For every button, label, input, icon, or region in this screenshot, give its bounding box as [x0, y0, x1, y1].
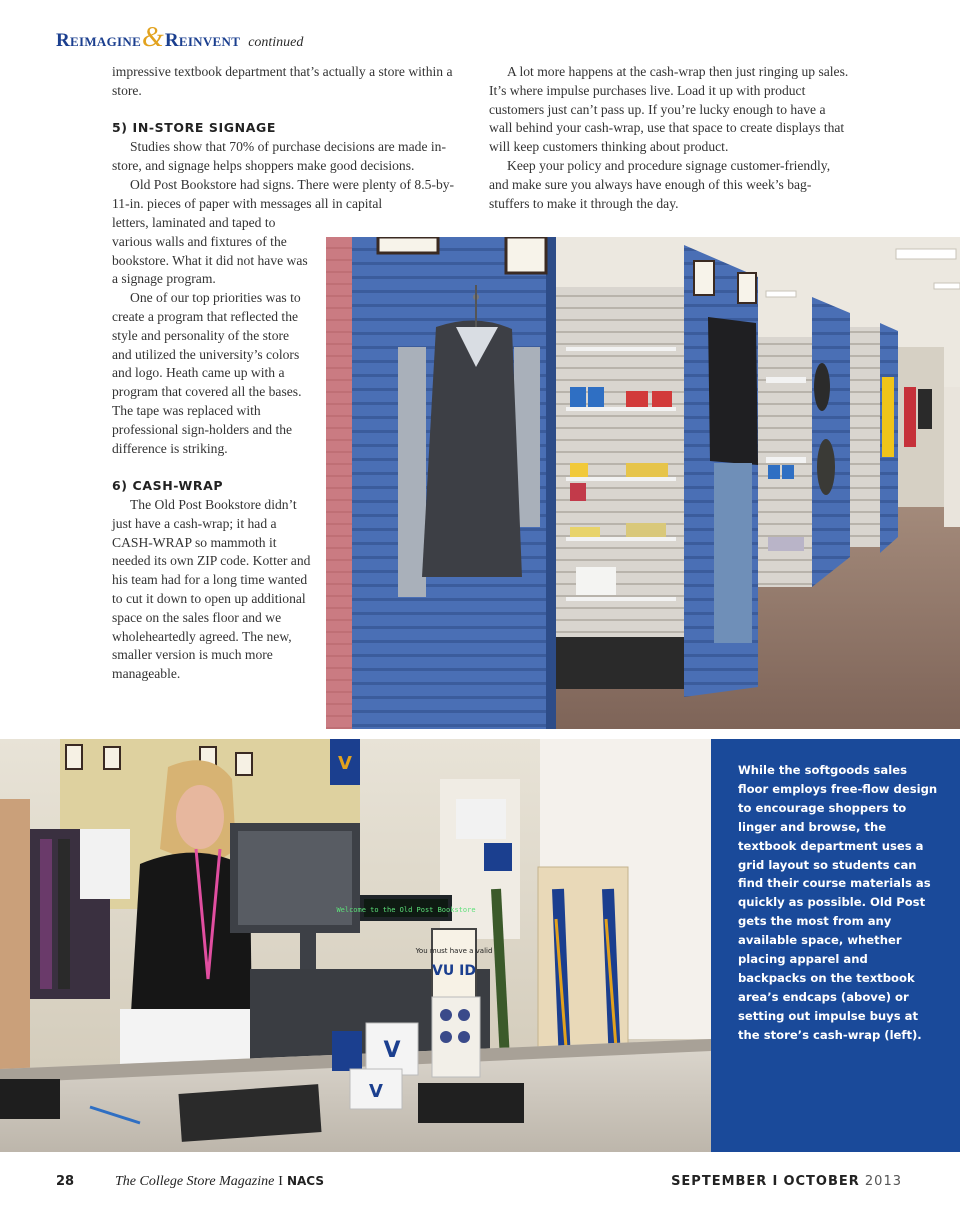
section-heading-signage: 5) IN-STORE SIGNAGE: [112, 120, 276, 136]
page-number: 28: [56, 1174, 75, 1189]
svg-text:V: V: [369, 1081, 383, 1102]
issue-month-2: OCTOBER: [783, 1174, 860, 1189]
page-footer: [0, 1170, 960, 1198]
paragraph: One of our top priorities was to create a program that reflected the style and personality of the store and utilized the university’s colors and logo. Heath came up with a program that covered all the bases. The tape was replaced with professional sign-holders and the difference is striking.: [112, 290, 302, 456]
issue-date-separator: I: [772, 1174, 779, 1189]
paragraph: Old Post Bookstore had signs. There were plenty of 8.5-by-11-in. pieces of paper with messages all in capital: [112, 176, 455, 211]
paragraph: Studies show that 70% of purchase decisions are made in-store, and signage helps shoppers make good decisions.: [112, 139, 446, 173]
header-word-reinvent: Reinvent: [164, 30, 241, 51]
cash-wrap-illustration: [0, 739, 711, 1152]
magazine-name: The College Store Magazine: [115, 1174, 275, 1189]
magazine-title: [115, 1174, 324, 1190]
org-name: NACS: [286, 1174, 324, 1188]
svg-text:V: V: [338, 753, 352, 774]
header-continued: continued: [248, 35, 304, 50]
column-2: [489, 63, 849, 213]
paragraph: letters, laminated and taped to various walls and fixtures of the bookstore. What it did not have was a signage program.: [112, 215, 308, 287]
svg-text:VU ID: VU ID: [432, 963, 476, 979]
column-1-narrow: [112, 214, 312, 684]
photo-caption-box: [711, 739, 960, 1152]
register-display-text: Welcome to the Old Post Bookstore: [336, 906, 476, 914]
store-interior-photo: [326, 237, 960, 729]
issue-year: 2013: [864, 1174, 902, 1189]
footer-separator: I: [278, 1174, 283, 1189]
paragraph: Keep your policy and procedure signage customer-friendly, and make sure you always have enough of this week’s bag-stuffers to make it through the day.: [489, 157, 831, 211]
cash-wrap-photo: [0, 739, 711, 1152]
column-1-wide: [112, 63, 467, 213]
svg-text:You must have a valid: You must have a valid: [415, 947, 493, 955]
issue-date: [671, 1174, 902, 1189]
paragraph: impressive textbook department that’s actually a store within a store.: [112, 64, 453, 98]
header-ampersand: &: [142, 22, 164, 53]
section-heading-cash-wrap: 6) CASH-WRAP: [112, 478, 224, 494]
store-interior-illustration: [326, 237, 960, 729]
header-word-reimagine: Reimagine: [56, 30, 142, 51]
section-header: [56, 22, 303, 56]
paragraph: The Old Post Bookstore didn’t just have a cash-wrap; it had a CASH-WRAP so mammoth it needed its own ZIP code. Kotter and his team had for a long time wanted to cut it down to open up additional space on the sales floor and we wholeheartedly agreed. The new, smaller version is much more manageable.: [112, 496, 311, 682]
issue-month-1: SEPTEMBER: [671, 1174, 768, 1189]
paragraph: A lot more happens at the cash-wrap then just ringing up sales. It’s where impulse purchases live. Load it up with product customers just can’t pass up. If you’re lucky enough to have a wall behind your cash-wrap, use that space to create displays that will keep customers thinking about product.: [489, 64, 849, 155]
photo-caption: While the softgoods sales floor employs free-flow design to encourage shoppers to linger and browse, the textbook department uses a grid layout so students can find their course materials as quickly as possible. Old Post gets the most from any available space, whether placing apparel and backpacks on the textbook area’s endcaps (above) or setting out impulse buys at the store’s cash-wrap (left).: [738, 763, 938, 1042]
svg-text:V: V: [383, 1038, 401, 1063]
